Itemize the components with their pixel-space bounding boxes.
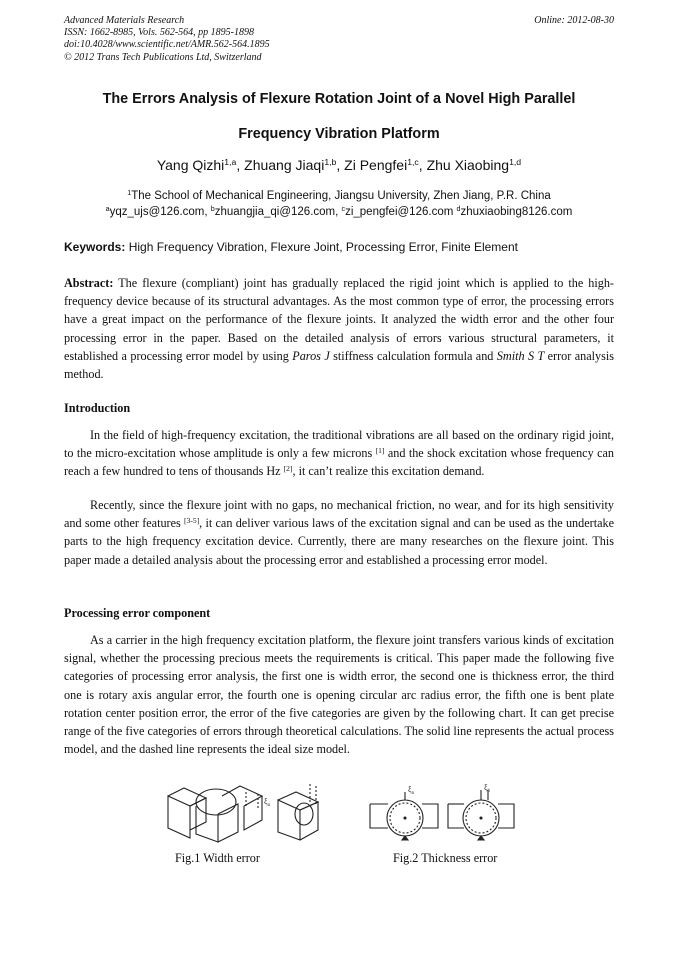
journal-header <box>64 15 270 64</box>
author-list: Yang Qizhi$^{1,a}$, Zhuang Jiaqi$^{1,b}$, Zi Pengfei$^{1,c}$, Zhu Xiaobing$^{1,d}$ <box>156 157 522 173</box>
paper-title-line1: The Errors Analysis of Flexure Rotation Joint of a Novel High Parallel <box>102 91 576 107</box>
online-date: Online: 2012-08-30 <box>534 15 614 26</box>
keywords-text: High Frequency Vibration, Flexure Joint, Processing Error, Finite Element <box>125 240 518 254</box>
fig2-error-label-b: $\xi_b$ <box>484 784 491 794</box>
abstract: Abstract: The flexure (compliant) joint has gradually replaced the rigid joint which is applied to the high-frequency device because of its structural advantages. As the most common type of error, the processing errors have a great impact on the performance of the flexure joints. It analyzed the width error and the other four processing error in the paper. Based on the detailed analysis of errors various structural parameters, it established a processing error model by using Paros J stiffness calculation formula and Smith S T error analysis method. <box>64 276 614 382</box>
email-link[interactable]: zhuangjia_qi@126.com, <box>214 206 342 218</box>
figure-1-caption: Fig.1 Width error <box>175 851 260 865</box>
fig1-error-label: $\xi_a$ <box>264 797 270 808</box>
intro-paragraph-1: In the field of high-frequency excitation, the traditional vibrations are all based on the ordinary rigid joint, to the micro-excitation whose amplitude is only a few microns [1] and the shock excitation whose frequency can reach a few hundred to tens of thousands Hz [2], it can’t realize this excitation demand. <box>64 428 614 479</box>
author-sup: 1,d <box>509 157 522 168</box>
email-link[interactable]: zi_pengfei@126.com <box>345 206 457 218</box>
doi-line: doi:10.4028/www.scientific.net/AMR.562-564.1895 <box>64 39 270 51</box>
figure-1-width-error <box>160 782 326 844</box>
section-heading-processing: Processing error component <box>64 606 211 620</box>
author-sup: 1,a <box>224 157 237 168</box>
citation-ref: [2] <box>283 464 293 474</box>
author-emails: $^a$yqz_ujs@126.com, $^b$zhuangjia_qi@126.com, $^c$zi_pengfei@126.com $^d$zhuxiaobing8126.com <box>105 205 573 218</box>
author-name: Zi Pengfei <box>344 157 408 173</box>
copyright-line: © 2012 Trans Tech Publications Ltd, Switzerland <box>64 51 262 63</box>
processing-paragraph-1: As a carrier in the high frequency excitation platform, the flexure joint transfers various kinds of excitation signal, whether the processing precious meets the requirements is critical. This paper made the following five categories of processing error analysis, the first one is width error, the second one is thickness error, the third one is rotary axis angular error, the fourth one is opening circular arc radius error, the fifth one is bent plate rotation center position error, the error of the five categories are given by the following chart. It can get precise range of the five categories of errors through theoretical calculations. The solid line represents the actual process model, and the dashed line represents the ideal size model. <box>64 633 614 757</box>
figure-2-caption: Fig.2 Thickness error <box>393 851 498 865</box>
figure-2-thickness-error <box>368 784 516 842</box>
intro-paragraph-2: Recently, since the flexure joint with no gaps, no mechanical friction, no wear, and for its high sensitivity and some other features [3-5], it can deliver various laws of the excitation signal and can be used as the undertake parts to the high frequency excitation device. Currently, there are many researches on the flexure joint. This paper made a detailed analysis about the processing error and established a processing error model. <box>64 498 615 567</box>
author-name: Zhu Xiaobing <box>426 157 510 173</box>
email-link[interactable]: yqz_ujs@126.com, <box>109 206 211 218</box>
abstract-label: Abstract: <box>64 276 114 290</box>
section-heading-introduction: Introduction <box>64 401 131 415</box>
keywords-label: Keywords: <box>64 240 126 254</box>
keywords <box>64 240 624 254</box>
email-link[interactable]: zhuxiaobing8126.com <box>460 206 573 218</box>
author-name: Zhuang Jiaqi <box>244 157 325 173</box>
affiliation: $^1$The School of Mechanical Engineering, Jiangsu University, Zhen Jiang, P.R. China <box>127 189 551 202</box>
author-name: Yang Qizhi <box>156 157 225 173</box>
author-sup: 1,c <box>407 157 419 168</box>
issn-line: ISSN: 1662-8985, Vols. 562-564, pp 1895-1898 <box>64 27 254 39</box>
journal-name: Advanced Materials Research <box>64 15 185 26</box>
fig2-error-label-a: $\xi_a$ <box>408 785 414 796</box>
author-sup: 1,b <box>324 157 337 168</box>
paper-title-line2: Frequency Vibration Platform <box>238 126 440 142</box>
citation-ref: [1] <box>375 446 385 456</box>
citation-ref: [3-5] <box>184 516 200 526</box>
